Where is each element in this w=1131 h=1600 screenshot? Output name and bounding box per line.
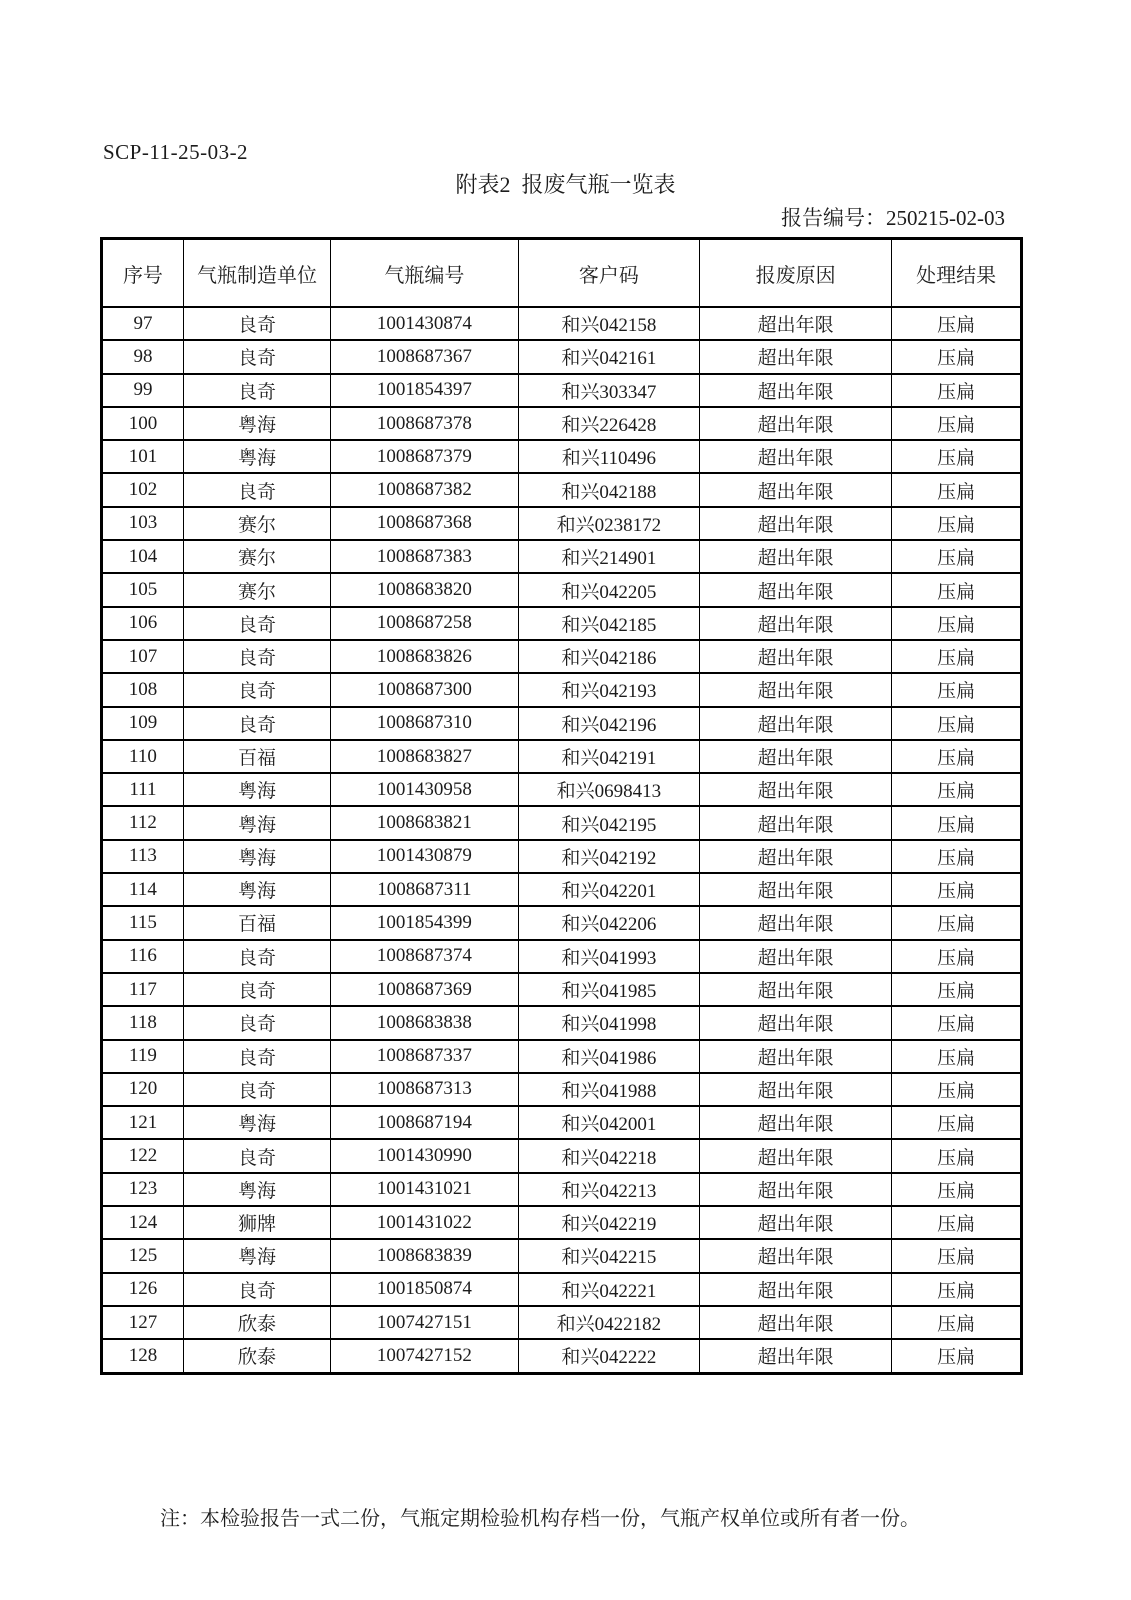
table-body [102,307,1022,1373]
table-cell: 粤海 [183,1106,330,1139]
table-row [102,340,1022,373]
table-row [102,1273,1022,1306]
table-cell: 压扁 [892,1073,1022,1106]
table-cell: 1001430874 [331,307,519,340]
table-cell: 1008683838 [331,1006,519,1039]
column-header: 气瓶制造单位 [183,239,330,308]
table-cell: 108 [102,673,184,706]
table-row [102,1040,1022,1073]
table-cell: 和兴214901 [518,540,699,573]
table-cell: 1008687313 [331,1073,519,1106]
table-cell: 压扁 [892,1173,1022,1206]
table-row [102,973,1022,1006]
table-cell: 压扁 [892,1139,1022,1172]
table-cell: 和兴042222 [518,1339,699,1373]
table-cell: 粤海 [183,806,330,839]
table-cell: 和兴041988 [518,1073,699,1106]
table-cell: 1008687300 [331,673,519,706]
table-cell: 和兴226428 [518,407,699,440]
table-cell: 112 [102,806,184,839]
table-cell: 良奇 [183,1139,330,1172]
table-cell: 压扁 [892,1306,1022,1339]
table-cell: 123 [102,1173,184,1206]
table-cell: 超出年限 [699,1273,891,1306]
table-cell: 压扁 [892,340,1022,373]
table-cell: 超出年限 [699,940,891,973]
table-cell: 和兴042193 [518,673,699,706]
table-cell: 超出年限 [699,374,891,407]
table-cell: 和兴042161 [518,340,699,373]
header-row [102,239,1022,308]
table-row [102,1306,1022,1339]
table-cell: 超出年限 [699,473,891,506]
table-row [102,707,1022,740]
table-cell: 1001430879 [331,840,519,873]
table-cell: 和兴042221 [518,1273,699,1306]
table-cell: 压扁 [892,740,1022,773]
table-cell: 压扁 [892,673,1022,706]
table-cell: 压扁 [892,440,1022,473]
table-row [102,440,1022,473]
table-cell: 和兴042186 [518,640,699,673]
table-cell: 1001854399 [331,906,519,939]
table-cell: 1008687383 [331,540,519,573]
table-cell: 1008683839 [331,1239,519,1272]
table-cell: 超出年限 [699,440,891,473]
table-cell: 粤海 [183,873,330,906]
column-header: 客户码 [518,239,699,308]
table-cell: 和兴042185 [518,607,699,640]
table-cell: 超出年限 [699,540,891,573]
table-cell: 和兴042158 [518,307,699,340]
table-cell: 1008687258 [331,607,519,640]
table-row [102,673,1022,706]
table-cell: 和兴110496 [518,440,699,473]
footer-note: 注：本检验报告一式二份，气瓶定期检验机构存档一份，气瓶产权单位或所有者一份。 [160,1508,920,1530]
table-header-row [102,239,1022,308]
table-cell: 1001430990 [331,1139,519,1172]
table-row [102,507,1022,540]
table-cell: 1001431022 [331,1206,519,1239]
table-cell: 99 [102,374,184,407]
table-cell: 1008683826 [331,640,519,673]
table-cell: 和兴042001 [518,1106,699,1139]
table-cell: 超出年限 [699,340,891,373]
table-row [102,1139,1022,1172]
table-cell: 压扁 [892,573,1022,606]
table-cell: 压扁 [892,707,1022,740]
table-row [102,473,1022,506]
table-cell: 压扁 [892,906,1022,939]
table-cell: 119 [102,1040,184,1073]
table-cell: 和兴042188 [518,473,699,506]
table-cell: 1008687310 [331,707,519,740]
table-cell: 1001431021 [331,1173,519,1206]
table-row [102,873,1022,906]
table-cell: 良奇 [183,1073,330,1106]
scrapped-cylinders-table [100,237,1023,1375]
table-cell: 良奇 [183,1006,330,1039]
table-cell: 粤海 [183,407,330,440]
table-cell: 压扁 [892,507,1022,540]
table-cell: 压扁 [892,1206,1022,1239]
table-cell: 压扁 [892,873,1022,906]
table-cell: 和兴042192 [518,840,699,873]
table-cell: 和兴042218 [518,1139,699,1172]
table-cell: 124 [102,1206,184,1239]
table-cell: 超出年限 [699,1339,891,1373]
page-title: 附表2 报废气瓶一览表 [455,172,676,197]
table-cell: 114 [102,873,184,906]
table-cell: 压扁 [892,1106,1022,1139]
table-cell: 和兴042219 [518,1206,699,1239]
table-cell: 超出年限 [699,1173,891,1206]
table-cell: 1008683827 [331,740,519,773]
table-cell: 超出年限 [699,1239,891,1272]
table-cell: 超出年限 [699,773,891,806]
table-cell: 102 [102,473,184,506]
table-row [102,607,1022,640]
table-cell: 106 [102,607,184,640]
table-cell: 和兴041985 [518,973,699,1006]
table-row [102,407,1022,440]
table-cell: 超出年限 [699,806,891,839]
table-cell: 超出年限 [699,873,891,906]
table-cell: 超出年限 [699,1073,891,1106]
column-header: 处理结果 [892,239,1022,308]
table-cell: 117 [102,973,184,1006]
table-row [102,1339,1022,1373]
table-cell: 121 [102,1106,184,1139]
table-row [102,1006,1022,1039]
table-cell: 1008687337 [331,1040,519,1073]
table-row [102,307,1022,340]
table-cell: 赛尔 [183,540,330,573]
table-cell: 超出年限 [699,573,891,606]
doc-code: SCP-11-25-03-2 [103,140,249,164]
table-cell: 压扁 [892,840,1022,873]
table-cell: 97 [102,307,184,340]
table-row [102,906,1022,939]
table-cell: 和兴042196 [518,707,699,740]
table-row [102,1073,1022,1106]
table-cell: 125 [102,1239,184,1272]
table-cell: 128 [102,1339,184,1373]
table-cell: 超出年限 [699,673,891,706]
table-cell: 1008687379 [331,440,519,473]
table-cell: 超出年限 [699,840,891,873]
table-cell: 118 [102,1006,184,1039]
table-cell: 粤海 [183,1173,330,1206]
table-cell: 和兴0238172 [518,507,699,540]
table-cell: 赛尔 [183,573,330,606]
table-cell: 超出年限 [699,1206,891,1239]
table-cell: 粤海 [183,840,330,873]
table-cell: 超出年限 [699,1306,891,1339]
table-cell: 1008687367 [331,340,519,373]
table-cell: 狮牌 [183,1206,330,1239]
table-cell: 粤海 [183,773,330,806]
table-cell: 1008687382 [331,473,519,506]
table-cell: 压扁 [892,806,1022,839]
table-cell: 115 [102,906,184,939]
table-cell: 压扁 [892,473,1022,506]
table-cell: 和兴042201 [518,873,699,906]
table-cell: 和兴042213 [518,1173,699,1206]
table-cell: 120 [102,1073,184,1106]
table-cell: 111 [102,773,184,806]
table-cell: 粤海 [183,1239,330,1272]
table-cell: 1008687378 [331,407,519,440]
table-cell: 良奇 [183,374,330,407]
table-cell: 1008687311 [331,873,519,906]
table-cell: 126 [102,1273,184,1306]
table-cell: 超出年限 [699,507,891,540]
table-cell: 和兴041986 [518,1040,699,1073]
table-cell: 116 [102,940,184,973]
table-cell: 压扁 [892,407,1022,440]
table-cell: 压扁 [892,1339,1022,1373]
table-row [102,640,1022,673]
table-cell: 压扁 [892,1273,1022,1306]
table-cell: 和兴042206 [518,906,699,939]
table-cell: 1008683821 [331,806,519,839]
table-cell: 欣泰 [183,1339,330,1373]
table-cell: 107 [102,640,184,673]
table-cell: 良奇 [183,607,330,640]
table-cell: 良奇 [183,307,330,340]
table-cell: 压扁 [892,940,1022,973]
table-cell: 压扁 [892,1040,1022,1073]
table-cell: 良奇 [183,940,330,973]
table-row [102,806,1022,839]
table-cell: 良奇 [183,1273,330,1306]
table-cell: 超出年限 [699,407,891,440]
table-cell: 98 [102,340,184,373]
table-cell: 1008687369 [331,973,519,1006]
table-cell: 压扁 [892,973,1022,1006]
table-cell: 1008687194 [331,1106,519,1139]
table-cell: 赛尔 [183,507,330,540]
table-cell: 1007427152 [331,1339,519,1373]
table-cell: 超出年限 [699,1040,891,1073]
table-cell: 和兴041993 [518,940,699,973]
table-cell: 和兴0422182 [518,1306,699,1339]
table-cell: 压扁 [892,773,1022,806]
table-cell: 超出年限 [699,740,891,773]
table-cell: 110 [102,740,184,773]
table-cell: 105 [102,573,184,606]
table-row [102,540,1022,573]
table-row [102,840,1022,873]
table-cell: 122 [102,1139,184,1172]
table-cell: 101 [102,440,184,473]
table-row [102,940,1022,973]
table-cell: 超出年限 [699,707,891,740]
table-row [102,573,1022,606]
table-cell: 103 [102,507,184,540]
table-row [102,1106,1022,1139]
column-header: 序号 [102,239,184,308]
table-cell: 超出年限 [699,973,891,1006]
table-cell: 109 [102,707,184,740]
table-cell: 1007427151 [331,1306,519,1339]
table-cell: 超出年限 [699,1106,891,1139]
table-cell: 和兴041998 [518,1006,699,1039]
column-header: 报废原因 [699,239,891,308]
table-cell: 和兴0698413 [518,773,699,806]
table-row [102,1206,1022,1239]
table-cell: 压扁 [892,374,1022,407]
table-cell: 1008687368 [331,507,519,540]
table-row [102,1239,1022,1272]
table-cell: 压扁 [892,1006,1022,1039]
table-cell: 超出年限 [699,607,891,640]
table-cell: 压扁 [892,607,1022,640]
table-cell: 超出年限 [699,1006,891,1039]
table-cell: 压扁 [892,640,1022,673]
table-cell: 和兴042205 [518,573,699,606]
table-cell: 和兴042215 [518,1239,699,1272]
table-cell: 压扁 [892,540,1022,573]
table-row [102,374,1022,407]
table-cell: 和兴042195 [518,806,699,839]
table-cell: 和兴042191 [518,740,699,773]
table-cell: 压扁 [892,307,1022,340]
table-cell: 1008683820 [331,573,519,606]
table-cell: 良奇 [183,973,330,1006]
table-cell: 百福 [183,740,330,773]
table-cell: 超出年限 [699,906,891,939]
table-cell: 良奇 [183,640,330,673]
table-cell: 良奇 [183,473,330,506]
table-cell: 104 [102,540,184,573]
table-cell: 1001850874 [331,1273,519,1306]
table-cell: 良奇 [183,673,330,706]
table-row [102,773,1022,806]
table-cell: 超出年限 [699,640,891,673]
table-cell: 超出年限 [699,1139,891,1172]
table-cell: 1008687374 [331,940,519,973]
table-cell: 良奇 [183,340,330,373]
table-cell: 粤海 [183,440,330,473]
table-cell: 100 [102,407,184,440]
table-cell: 百福 [183,906,330,939]
table-cell: 欣泰 [183,1306,330,1339]
table-cell: 和兴303347 [518,374,699,407]
table-row [102,1173,1022,1206]
table-cell: 超出年限 [699,307,891,340]
table-cell: 压扁 [892,1239,1022,1272]
table-cell: 1001430958 [331,773,519,806]
table-cell: 良奇 [183,707,330,740]
table-cell: 127 [102,1306,184,1339]
table-cell: 良奇 [183,1040,330,1073]
table-row [102,740,1022,773]
report-number: 报告编号：250215-02-03 [781,206,1005,230]
table-cell: 1001854397 [331,374,519,407]
column-header: 气瓶编号 [331,239,519,308]
table-cell: 113 [102,840,184,873]
